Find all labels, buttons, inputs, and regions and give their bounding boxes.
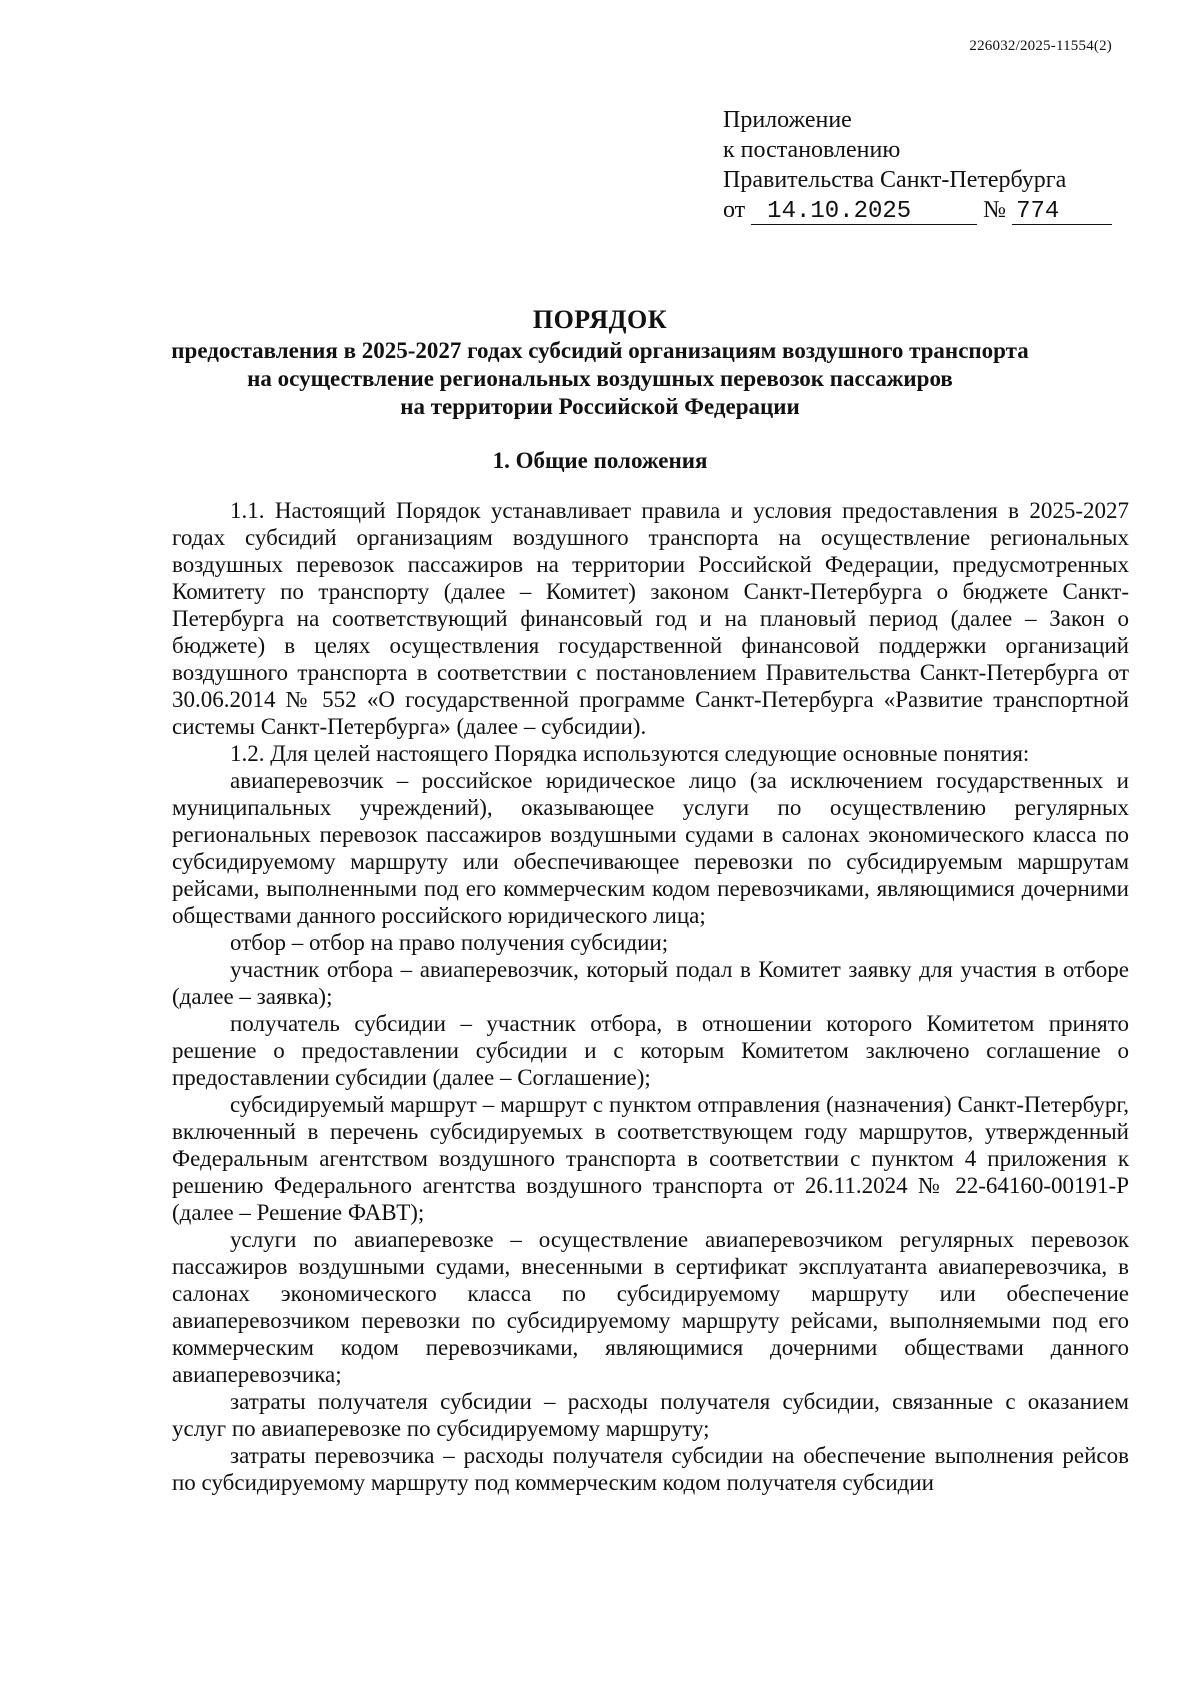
subtitle-line-1: предоставления в 2025-2027 годах субсидий организациям воздушного транспорта [171, 338, 1029, 363]
resolution-date: 14.10.2025 [751, 200, 977, 225]
subtitle-line-2: на осуществление региональных воздушных перевозок пассажиров [247, 366, 953, 391]
document-title: ПОРЯДОК [532, 305, 668, 334]
paragraph-1-2: 1.2. Для целей настоящего Порядка используются следующие основные понятия: [230, 741, 1030, 766]
definition-services: услуги по авиаперевозке – осуществление авиаперевозчиком регулярных перевозок пассажиров воздушными судами, внесенными в сертификат эксплуатанта авиаперевозчика, в салонах экономического класса по субсидируемому маршруту или обеспечение авиаперевозчиком перевозки по субсидируемому маршруту рейсами, выполняемыми под его коммерческим кодом перевозчиками, являющимися дочерними обществами данного авиаперевозчика; [172, 1227, 1129, 1387]
definition-participant: участник отбора – авиаперевозчик, который подал в Комитет заявку для участия в отборе (далее – заявка); [172, 957, 1129, 1009]
definition-route: субсидируемый маршрут – маршрут с пунктом отправления (назначения) Санкт-Петербург, включенный в перечень субсидируемых в соответствующем году маршрутов, утвержденный Федеральным агентством воздушного транспорта в соответствии с пунктом 4 приложения к решению Федерального агентства воздушного транспорта от 26.11.2024 № 22-64160-00191-Р (далее – Решение ФАВТ); [172, 1092, 1129, 1225]
appendix-block [723, 105, 1112, 225]
document-body [172, 497, 1129, 1496]
paragraph-1-1: 1.1. Настоящий Порядок устанавливает правила и условия предоставления в 2025-2027 годах субсидий организациям воздушного транспорта на осуществление региональных воздушных перевозок пассажиров на территории Российской Федерации, предусмотренных Комитету по транспорту (далее – Комитет) законом Санкт-Петербурга о бюджете Санкт-Петербурга на соответствующий финансовый год и на плановый период (далее – Закон о бюджете) в целях осуществления государственной финансовой поддержки организаций воздушного транспорта в соответствии с постановлением Правительства Санкт-Петербурга от 30.06.2014 № 552 «О государственной программе Санкт-Петербурга «Развитие транспортной системы Санкт-Петербурга» (далее – субсидии). [172, 498, 1129, 739]
appendix-line-1: Приложение [723, 107, 852, 133]
appendix-line-3: Правительства Санкт-Петербурга [723, 167, 1067, 193]
subtitle-line-3: на территории Российской Федерации [400, 394, 800, 419]
date-prefix: от [723, 197, 746, 223]
number-prefix: № [983, 197, 1007, 223]
resolution-number: 774 [1012, 200, 1112, 225]
definition-recipient: получатель субсидии – участник отбора, в отношении которого Комитетом принято решение о предоставлении субсидии и с которым Комитетом заключено соглашение о предоставлении субсидии (далее – Соглашение); [172, 1011, 1129, 1090]
definition-airline: авиаперевозчик – российское юридическое лицо (за исключением государственных и муниципальных учреждений), оказывающее услуги по осуществлению регулярных региональных перевозок пассажиров воздушными судами в салонах экономического класса по субсидируемому маршруту или обеспечивающее перевозки по субсидируемым маршрутам рейсами, выполненными под его коммерческим кодом перевозчиками, являющимися дочерними обществами данного российского юридического лица; [172, 768, 1129, 928]
definition-recipient-costs: затраты получателя субсидии – расходы получателя субсидии, связанные с оказанием услуг по авиаперевозке по субсидируемому маршруту; [172, 1389, 1129, 1441]
section-heading: 1. Общие положения [492, 448, 708, 473]
appendix-date-row [723, 195, 1112, 225]
definition-carrier-costs: затраты перевозчика – расходы получателя субсидии на обеспечение выполнения рейсов по субсидируемому маршруту под коммерческим кодом получателя субсидии [172, 1443, 1129, 1495]
appendix-line-2: к постановлению [723, 137, 901, 163]
document-subtitle [0, 337, 1200, 421]
definition-selection: отбор – отбор на право получения субсидии; [230, 930, 669, 955]
document-id: 226032/2025-11554(2) [969, 38, 1112, 54]
